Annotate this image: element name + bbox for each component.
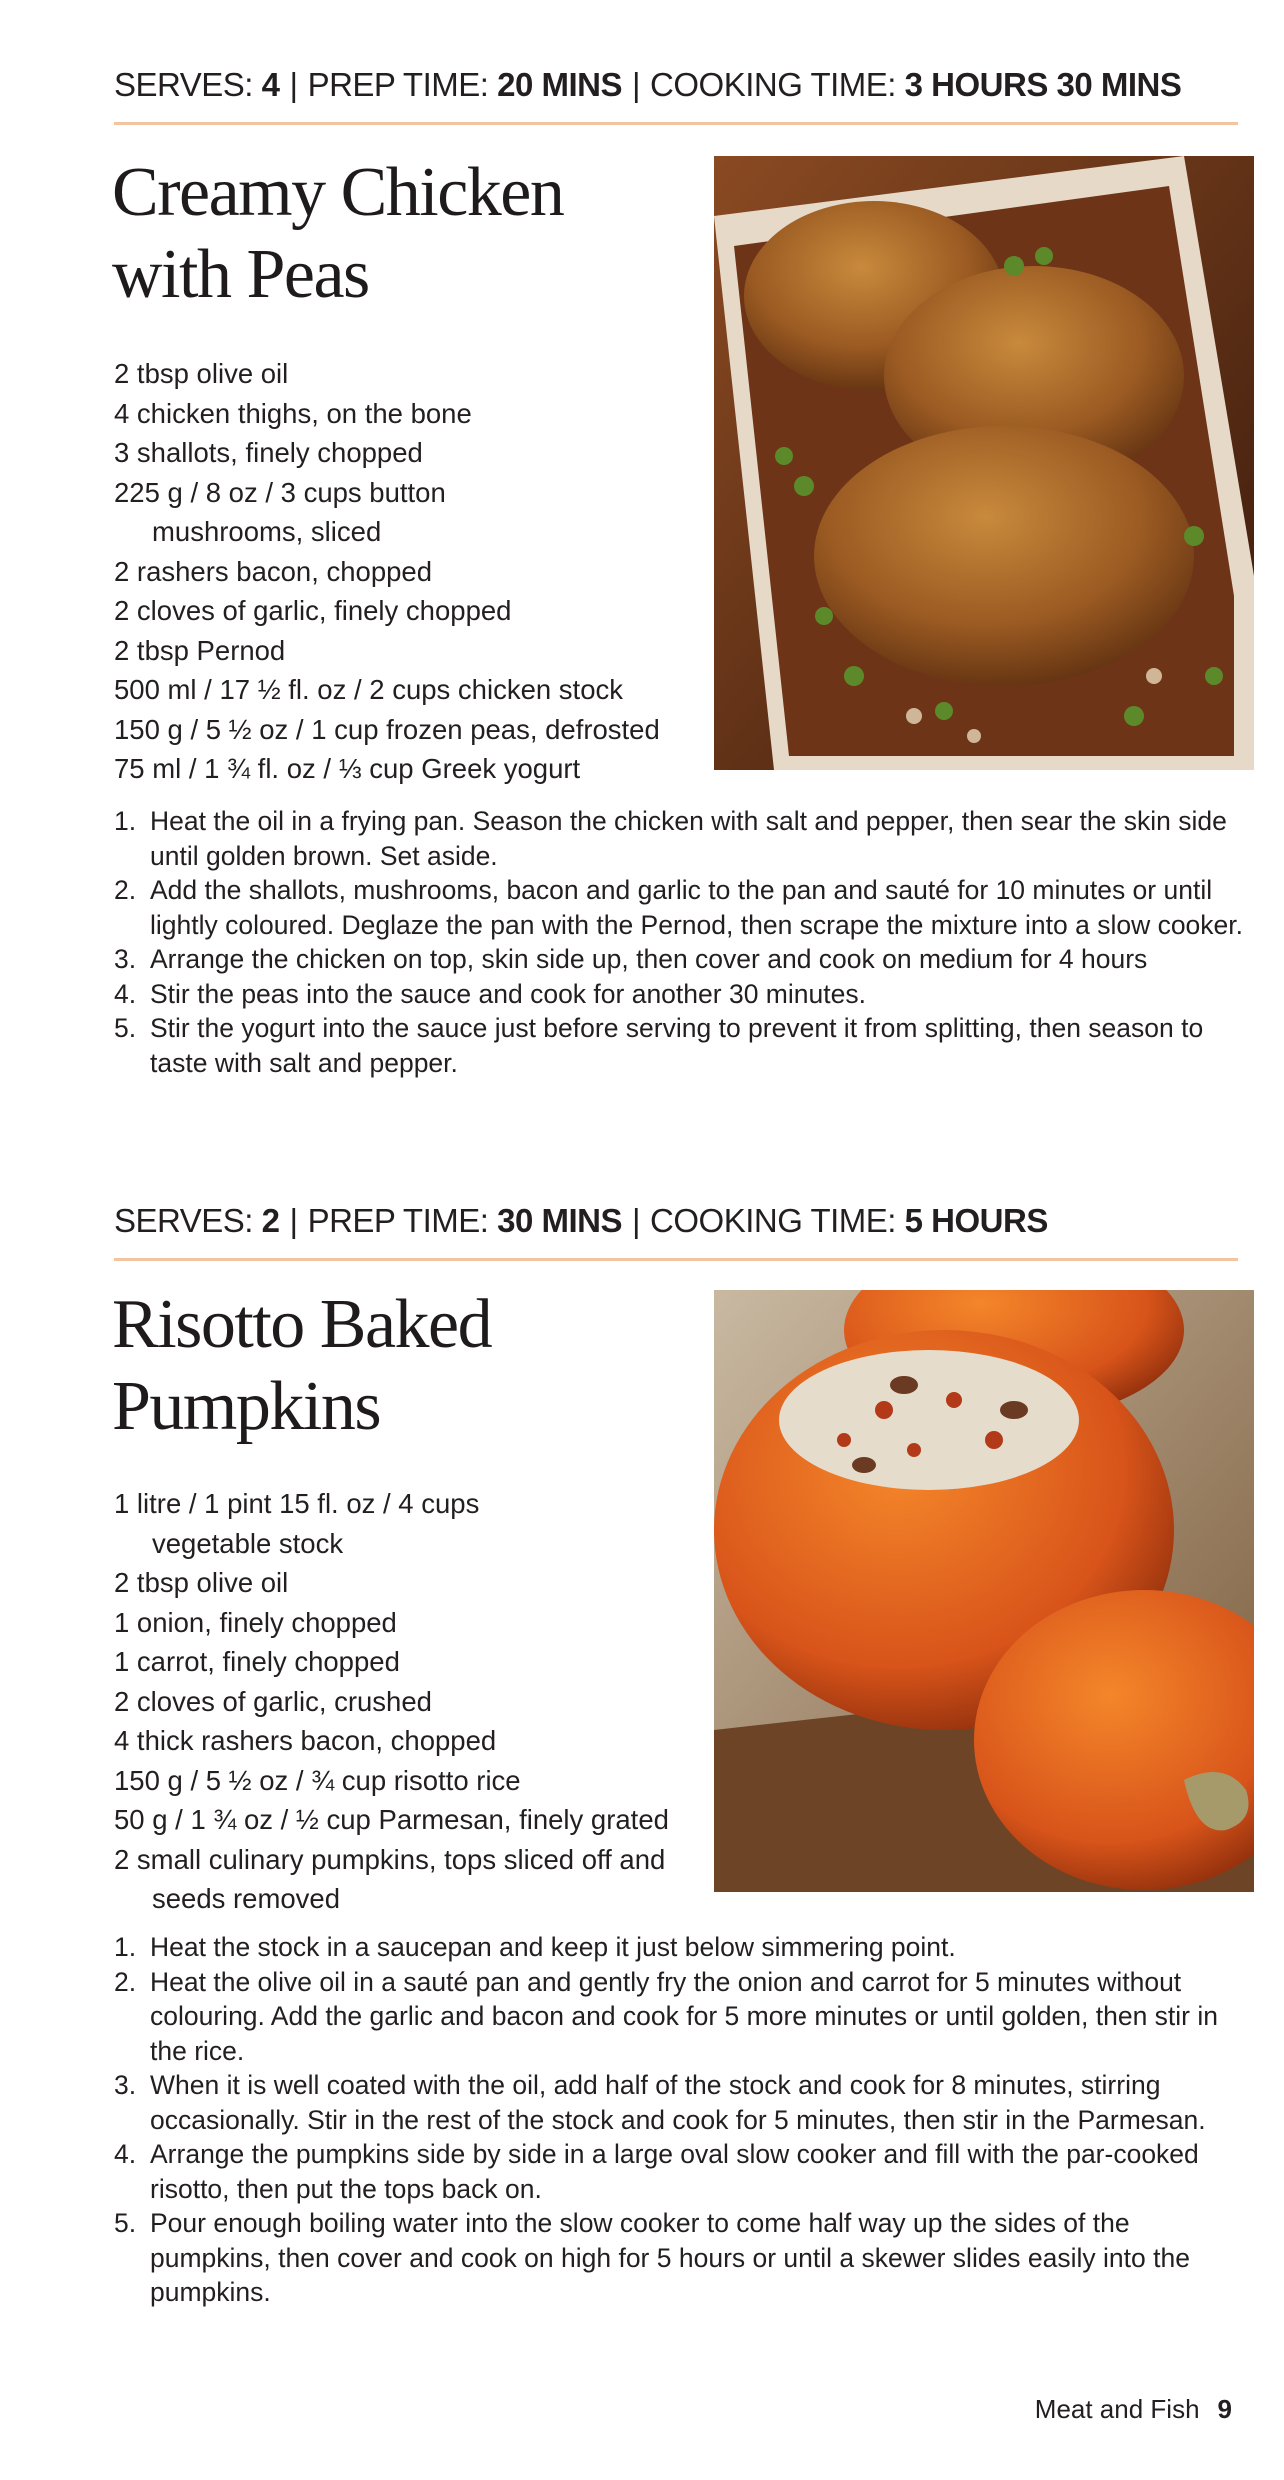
cook-value: 3 HOURS 30 MINS	[904, 66, 1182, 103]
cook-label: COOKING TIME:	[650, 66, 896, 103]
ingredient: 2 tbsp Pernod	[114, 634, 286, 666]
ingredient: 225 g / 8 oz / 3 cups button mushrooms, sliced	[114, 476, 446, 547]
method-step: 2. Add the shallots, mushrooms, bacon and garlic to the pan and sauté for 10 minutes or until lightly coloured. Deglaze the pan with the Pernod, then scrape the mixture into a slow cooker.	[114, 875, 1244, 940]
method-step: 1. Heat the oil in a frying pan. Season the chicken with salt and pepper, then sear the skin side until golden brown. Set aside.	[114, 806, 1227, 871]
section-name: Meat and Fish	[1034, 2394, 1200, 2424]
serves-label: SERVES:	[114, 1202, 253, 1239]
method-step: 1. Heat the stock in a saucepan and keep it just below simmering point.	[114, 1932, 956, 1962]
prep-label: PREP TIME:	[307, 66, 489, 103]
ingredient: 75 ml / 1 ¾ fl. oz / ⅓ cup Greek yogurt	[114, 753, 581, 784]
cook-value: 5 HOURS	[904, 1202, 1048, 1239]
recipe-2-divider	[114, 1258, 1238, 1261]
title-line: Pumpkins	[112, 1368, 381, 1445]
ingredient: 2 tbsp olive oil	[114, 358, 289, 389]
page-footer	[1035, 2394, 1232, 2425]
recipe-2-title	[112, 1284, 491, 1448]
recipe-1-method	[114, 804, 1244, 1080]
ingredient: 2 tbsp olive oil	[114, 1567, 289, 1598]
ingredient: 2 cloves of garlic, crushed	[114, 1685, 432, 1717]
serves-value: 4	[261, 66, 280, 103]
ingredient: 150 g / 5 ½ oz / ¾ cup risotto rice	[114, 1764, 521, 1796]
title-line: Creamy Chicken	[112, 154, 564, 231]
title-line: Risotto Baked	[112, 1286, 492, 1363]
title-line: with Peas	[112, 236, 369, 313]
ingredient: 500 ml / 17 ½ fl. oz / 2 cups chicken stock	[114, 674, 623, 705]
recipe-2-ingredients	[114, 1484, 714, 1919]
prep-value: 20 MINS	[497, 66, 622, 103]
chicken-dish-photo	[714, 156, 1254, 770]
ingredient: 1 litre / 1 pint 15 fl. oz / 4 cups vegetable stock	[114, 1488, 480, 1559]
ingredient: 4 chicken thighs, on the bone	[114, 397, 472, 429]
pumpkin-dish-photo	[714, 1290, 1254, 1892]
cook-label: COOKING TIME:	[650, 1202, 896, 1239]
recipe-1-title	[112, 152, 563, 316]
ingredient: 3 shallots, finely chopped	[114, 437, 423, 468]
recipe-2-meta: SERVES: 2 | PREP TIME: 30 MINS | COOKING TIME: 5 HOURS	[114, 1202, 1048, 1239]
serves-label: SERVES:	[114, 66, 253, 103]
ingredient: 2 small culinary pumpkins, tops sliced off and seeds removed	[114, 1843, 666, 1914]
method-step: 5. Pour enough boiling water into the slow cooker to come half way up the sides of the pumpkins, then cover and cook on high for 5 hours or until a skewer slides easily into the pumpkins.	[114, 2208, 1190, 2307]
ingredient: 1 carrot, finely chopped	[114, 1646, 400, 1677]
page-number: 9	[1217, 2394, 1232, 2424]
ingredient: 4 thick rashers bacon, chopped	[114, 1725, 497, 1756]
method-step: 3. Arrange the chicken on top, skin side up, then cover and cook on medium for 4 hours	[114, 944, 1148, 974]
recipe-2-method	[114, 1930, 1244, 2310]
ingredient: 150 g / 5 ½ oz / 1 cup frozen peas, defrosted	[114, 713, 660, 745]
prep-value: 30 MINS	[497, 1202, 622, 1239]
recipe-1-divider	[114, 122, 1238, 125]
method-step: 5. Stir the yogurt into the sauce just before serving to prevent it from splitting, then season to taste with salt and pepper.	[114, 1013, 1204, 1078]
ingredient: 50 g / 1 ¾ oz / ½ cup Parmesan, finely grated	[114, 1804, 669, 1835]
prep-label: PREP TIME:	[307, 1202, 489, 1239]
method-step: 4. Stir the peas into the sauce and cook for another 30 minutes.	[114, 978, 866, 1009]
recipe-1-meta: SERVES: 4 | PREP TIME: 20 MINS | COOKING TIME: 3 HOURS 30 MINS	[114, 66, 1182, 103]
ingredient: 2 rashers bacon, chopped	[114, 555, 432, 587]
method-step: 4. Arrange the pumpkins side by side in a large oval slow cooker and fill with the par-cooked risotto, then put the tops back on.	[114, 2139, 1199, 2204]
recipe-1-ingredients	[114, 354, 714, 789]
ingredient: 1 onion, finely chopped	[114, 1606, 397, 1638]
method-step: 2. Heat the olive oil in a sauté pan and gently fry the onion and carrot for 5 minutes without colouring. Add the garlic and bacon and cook for 5 more minutes or until golden, then stir in the rice.	[114, 1966, 1218, 2066]
serves-value: 2	[261, 1202, 280, 1239]
method-step: 3. When it is well coated with the oil, add half of the stock and cook for 8 minutes, stirring occasionally. Stir in the rest of the stock and cook for 5 minutes, then stir in the Parmesan.	[114, 2070, 1206, 2135]
ingredient: 2 cloves of garlic, finely chopped	[114, 595, 512, 626]
